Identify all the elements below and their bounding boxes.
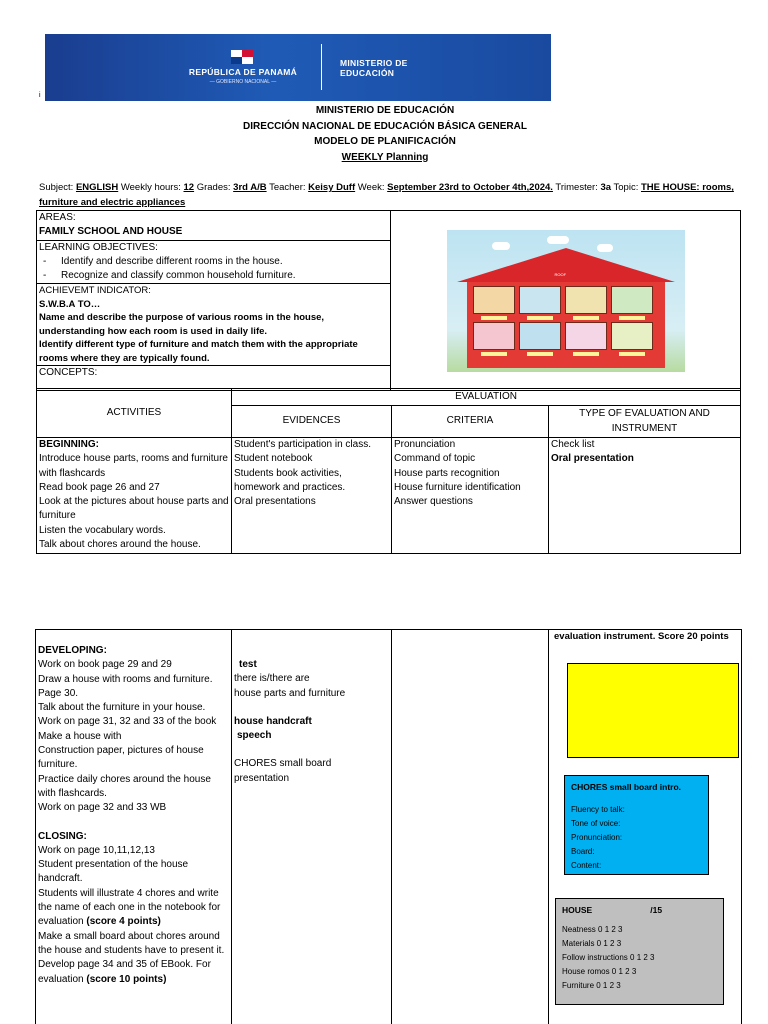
house-rubric-box (555, 898, 724, 1005)
objectives-cell: LEARNING OBJECTIVES: - Identify and describe different rooms in the house. - Recognize and classify common household furniture. (37, 240, 391, 284)
chores-rubric-title: CHORES small board intro. (571, 782, 682, 792)
subject-value: ENGLISH (75, 182, 119, 193)
teacher-value: Keisy Duff (308, 182, 356, 193)
header-line-4: WEEKLY Planning (341, 151, 429, 163)
house-illustration-cell (391, 211, 741, 391)
indicator-cell: ACHIEVEMT INDICATOR: S.W.B.A TO… Name and describe the purpose of various rooms in the house, understanding how each room is used in daily life. Identify different type of furniture and match them with the appropriate rooms where they are typically found. (37, 284, 391, 366)
evidences-header: EVIDENCES (232, 406, 392, 438)
trimester-value: 3a (600, 182, 612, 193)
criteria-header: CRITERIA (392, 406, 549, 438)
rubric-item: Pronunciation: (571, 833, 623, 842)
evaluation-header: EVALUATION (232, 389, 741, 406)
house-rubric-title: HOUSE /15 (562, 905, 663, 915)
rubric-item: Tone of voice: (571, 819, 621, 828)
rubric-item: Fluency to talk: (571, 805, 625, 814)
planning-info-table (36, 210, 741, 391)
banner-mark: i (39, 92, 41, 99)
chores-rubric-box (564, 775, 709, 875)
week-value: September 23rd to October 4th,2024. (387, 182, 553, 193)
rubric-item: Neatness 0 1 2 3 (562, 925, 623, 934)
rubric-item: Content: (571, 861, 602, 870)
areas-cell: AREAS: FAMILY SCHOOL AND HOUSE (37, 211, 391, 241)
type-header: TYPE OF EVALUATION AND INSTRUMENT (549, 406, 741, 438)
banner-government: — GOBIERNO NACIONAL — (209, 79, 277, 85)
rubric-item: Follow instructions 0 1 2 3 (562, 953, 655, 962)
beginning-evidences-cell: Student's participation in class. Student notebook Students book activities, homework and practices. Oral presentations (232, 438, 392, 554)
banner-divider (321, 44, 322, 90)
developing-criteria-cell (392, 630, 549, 1024)
header-line-3: MODELO DE PLANIFICACIÓN (314, 136, 456, 147)
house-rubric-score: /15 (650, 905, 663, 915)
rubric-item: Board: (571, 847, 595, 856)
rubric-item: Furniture 0 1 2 3 (562, 981, 621, 990)
evaluation-table (36, 388, 741, 554)
developing-evidences-cell: test there is/there are house parts and furniture house handcraft speech CHORES small board presentation (232, 630, 392, 1024)
subject-line: Subject: ENGLISH Weekly hours: 12 Grades: 3rd A/B Teacher: Keisy Duff Week: September 23rd to October 4th,2024. Trimester: 3a Topic: THE HOUSE: rooms, furniture and electric appliances (39, 182, 734, 208)
banner-ministry: MINISTERIO DE EDUCACIÓN (340, 58, 408, 78)
hours-value: 12 (183, 182, 195, 193)
beginning-type-cell: Check list Oral presentation (549, 438, 741, 554)
instrument-note: evaluation instrument. Score 20 points (554, 631, 729, 642)
header-line-2: DIRECCIÓN NACIONAL DE EDUCACIÓN BÁSICA GENERAL (243, 120, 527, 132)
grades-value: 3rd A/B (233, 182, 267, 193)
topic-value: THE HOUSE: rooms, furniture and electric appliances (39, 182, 734, 208)
activities-header: ACTIVITIES (37, 389, 232, 438)
rubric-item: House romos 0 1 2 3 (562, 967, 637, 976)
house-illustration: ROOF (447, 230, 685, 372)
developing-closing-activities-cell: DEVELOPING: Work on book page 29 and 29 Draw a house with rooms and furniture. Page 30. Talk about the furniture in your house. Work on page 31, 32 and 33 of the book Make a house with Construction paper, pictures of house furniture. Practice daily chores around the house with flashcards. Work on page 32 and 33 WB CLOSING: Work on page 10,11,12,13 Student presentation of the house handcraft. Students will illustrate 4 chores and write the name of each one in the notebook for evaluation (score 4 points) Make a small board about chores around the house and students have to present it. Develop page 34 and 35 of EBook. For evaluation (score 10 points) (36, 630, 232, 1024)
document-header (0, 103, 768, 165)
ministry-banner (45, 34, 551, 101)
beginning-activities-cell: BEGINNING: Introduce house parts, rooms and furniture with flashcards Read book page 26 and 27 Look at the pictures about house parts and furniture Listen the vocabulary words. Talk about chores around the house. (37, 438, 232, 554)
rubric-item: Materials 0 1 2 3 (562, 939, 622, 948)
banner-republic: REPÚBLICA DE PANAMÁ (188, 67, 298, 77)
yellow-highlight-box (567, 663, 739, 758)
beginning-criteria-cell: Pronunciation Command of topic House parts recognition House furniture identification Answer questions (392, 438, 549, 554)
panama-flag-icon (231, 50, 253, 64)
header-line-1: MINISTERIO DE EDUCACIÓN (315, 105, 455, 116)
concepts-cell: CONCEPTS: (37, 366, 391, 391)
